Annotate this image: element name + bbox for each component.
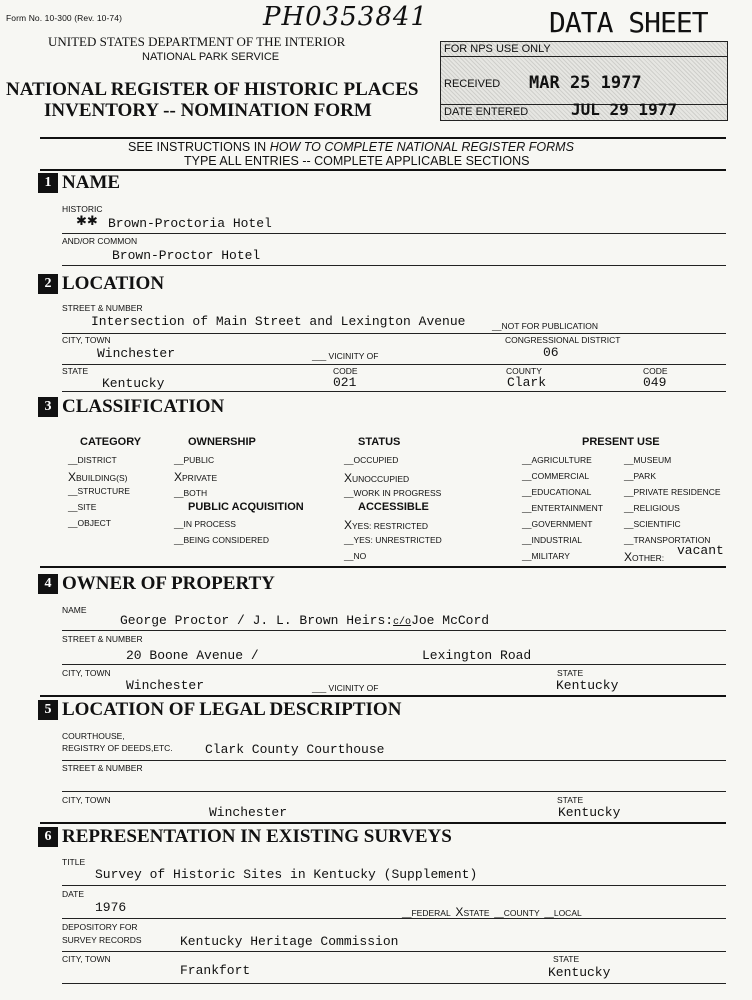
city-label: CITY, TOWN (62, 335, 111, 345)
use-government: __GOVERNMENT (522, 519, 593, 529)
survey-date-value: 1976 (95, 900, 127, 915)
section-title: OWNER OF PROPERTY (62, 573, 275, 594)
section-number: 4 (38, 574, 58, 594)
category-object: __OBJECT (68, 518, 111, 528)
received-label: RECEIVED (444, 78, 501, 90)
county-code-value: 049 (643, 375, 667, 390)
street-label: STREET & NUMBER (62, 303, 143, 313)
courthouse-label: COURTHOUSE, (62, 731, 125, 741)
owner-city-value: Winchester (126, 678, 205, 693)
acq-being-considered: __BEING CONSIDERED (174, 535, 269, 545)
use-other-value: vacant (677, 543, 724, 558)
handwritten-id: PH0353841 (263, 2, 428, 32)
status-occupied: __OCCUPIED (344, 455, 399, 465)
category-structure: __STRUCTURE (68, 486, 130, 496)
nps-use-box (440, 41, 728, 121)
data-sheet-label: DATA SHEET (549, 6, 708, 39)
common-name-value: Brown-Proctor Hotel (112, 248, 261, 263)
common-label: AND/OR COMMON (62, 236, 138, 246)
legal-state-label: STATE (557, 795, 584, 805)
depository-label-2: SURVEY RECORDS (62, 935, 142, 945)
use-private-residence: __PRIVATE RESIDENCE (624, 487, 721, 497)
use-entertainment: __ENTERTAINMENT (522, 503, 603, 513)
ownership-public: __PUBLIC (174, 455, 215, 465)
accessible-heading: ACCESSIBLE (358, 501, 429, 513)
form-title-line-1: NATIONAL REGISTER OF HISTORIC PLACES (6, 79, 419, 100)
congressional-district-label: CONGRESSIONAL DISTRICT (505, 335, 621, 345)
access-restricted: XYES: RESTRICTED (344, 518, 429, 532)
header-divider (40, 137, 726, 139)
ownership-heading: OWNERSHIP (188, 436, 256, 448)
code-label: CODE (333, 366, 358, 376)
section-number: 3 (38, 397, 58, 417)
section-title: LOCATION (62, 273, 165, 294)
historic-asterisks: ✱✱ (76, 213, 98, 228)
ownership-both: __BOTH (174, 488, 208, 498)
state-code-value: 021 (333, 375, 357, 390)
section-title: LOCATION OF LEGAL DESCRIPTION (62, 699, 402, 720)
use-educational: __EDUCATIONAL (522, 487, 592, 497)
vicinity-of: ___ VICINITY OF (312, 351, 379, 361)
section-number: 2 (38, 274, 58, 294)
county-value: Clark (507, 375, 547, 390)
not-for-publication: __NOT FOR PUBLICATION (492, 321, 598, 331)
use-commercial: __COMMERCIAL (522, 471, 590, 481)
category-buildings: XBUILDING(S) (68, 470, 128, 484)
owner-city-label: CITY, TOWN (62, 668, 111, 678)
received-stamp: MAR 25 1977 (529, 73, 642, 93)
owner-state-label: STATE (557, 668, 584, 678)
use-agriculture: __AGRICULTURE (522, 455, 592, 465)
survey-level-options: __FEDERAL XSTATE __COUNTY __LOCAL (402, 905, 582, 919)
present-use-heading: PRESENT USE (582, 436, 660, 448)
county-label: COUNTY (506, 366, 542, 376)
use-park: __PARK (624, 471, 656, 481)
congressional-district-value: 06 (543, 345, 559, 360)
state-label: STATE (62, 366, 89, 376)
depository-label-1: DEPOSITORY FOR (62, 922, 138, 932)
category-district: __DISTRICT (68, 455, 117, 465)
ownership-private: XPRIVATE (174, 470, 218, 484)
survey-date-label: DATE (62, 889, 85, 899)
survey-title-label: TITLE (62, 857, 86, 867)
section-number: 5 (38, 700, 58, 720)
use-transportation: __TRANSPORTATION (624, 535, 711, 545)
instructions-line-1: SEE INSTRUCTIONS IN HOW TO COMPLETE NATIONAL REGISTER FORMS (128, 140, 574, 154)
historic-label: HISTORIC (62, 204, 103, 214)
historic-name-value: Brown-Proctoria Hotel (108, 216, 272, 231)
legal-street-label: STREET & NUMBER (62, 763, 143, 773)
category-heading: CATEGORY (80, 436, 142, 448)
date-entered-label: DATE ENTERED (444, 106, 529, 118)
status-work-in-progress: __WORK IN PROGRESS (344, 488, 442, 498)
department-name: UNITED STATES DEPARTMENT OF THE INTERIOR (48, 34, 346, 49)
form-title-line-2: INVENTORY -- NOMINATION FORM (44, 100, 372, 121)
section-number: 1 (38, 173, 58, 193)
use-scientific: __SCIENTIFIC (624, 519, 681, 529)
category-site: __SITE (68, 502, 97, 512)
owner-street-value-2: Lexington Road (422, 648, 532, 663)
use-industrial: __INDUSTRIAL (522, 535, 583, 545)
survey-title-value: Survey of Historic Sites in Kentucky (Supplement) (95, 867, 478, 882)
courthouse-value: Clark County Courthouse (205, 742, 385, 757)
instructions-line-2: TYPE ALL ENTRIES -- COMPLETE APPLICABLE SECTIONS (184, 154, 530, 168)
owner-name-value: George Proctor / J. L. Brown Heirs:c/oJoe McCord (120, 613, 490, 628)
section-title: CLASSIFICATION (62, 396, 225, 417)
state-value: Kentucky (102, 376, 165, 391)
status-unoccupied: XUNOCCUPIED (344, 471, 410, 485)
instructions-divider (40, 169, 726, 171)
street-value: Intersection of Main Street and Lexington Avenue (91, 314, 466, 329)
nps-use-label: FOR NPS USE ONLY (444, 43, 551, 55)
owner-street-value: 20 Boone Avenue / (126, 648, 259, 663)
code-label-2: CODE (643, 366, 668, 376)
section-title: NAME (62, 172, 121, 193)
service-name: NATIONAL PARK SERVICE (142, 51, 280, 63)
depository-city-value: Frankfort (180, 963, 251, 978)
depository-state-value: Kentucky (548, 965, 611, 980)
use-religious: __RELIGIOUS (624, 503, 680, 513)
city-value: Winchester (97, 346, 176, 361)
use-other: XOTHER: (624, 550, 665, 564)
status-heading: STATUS (358, 436, 401, 448)
public-acquisition-heading: PUBLIC ACQUISITION (188, 501, 304, 513)
section-number: 6 (38, 827, 58, 847)
owner-name-label: NAME (62, 605, 87, 615)
legal-city-label: CITY, TOWN (62, 795, 111, 805)
legal-state-value: Kentucky (558, 805, 621, 820)
date-entered-stamp: JUL 29 1977 (571, 100, 677, 119)
owner-street-label: STREET & NUMBER (62, 634, 143, 644)
form-number: Form No. 10-300 (Rev. 10-74) (6, 13, 123, 23)
use-military: __MILITARY (522, 551, 570, 561)
depository-value: Kentucky Heritage Commission (180, 934, 399, 949)
owner-state-value: Kentucky (556, 678, 619, 693)
section-title: REPRESENTATION IN EXISTING SURVEYS (62, 826, 452, 847)
access-no: __NO (344, 551, 367, 561)
owner-vicinity: ___ VICINITY OF (312, 683, 379, 693)
access-unrestricted: __YES: UNRESTRICTED (344, 535, 442, 545)
legal-city-value: Winchester (209, 805, 288, 820)
registry-label: REGISTRY OF DEEDS,ETC. (62, 743, 173, 753)
acq-in-process: __IN PROCESS (174, 519, 236, 529)
use-museum: __MUSEUM (624, 455, 672, 465)
depository-city-label: CITY, TOWN (62, 954, 111, 964)
depository-state-label: STATE (553, 954, 580, 964)
